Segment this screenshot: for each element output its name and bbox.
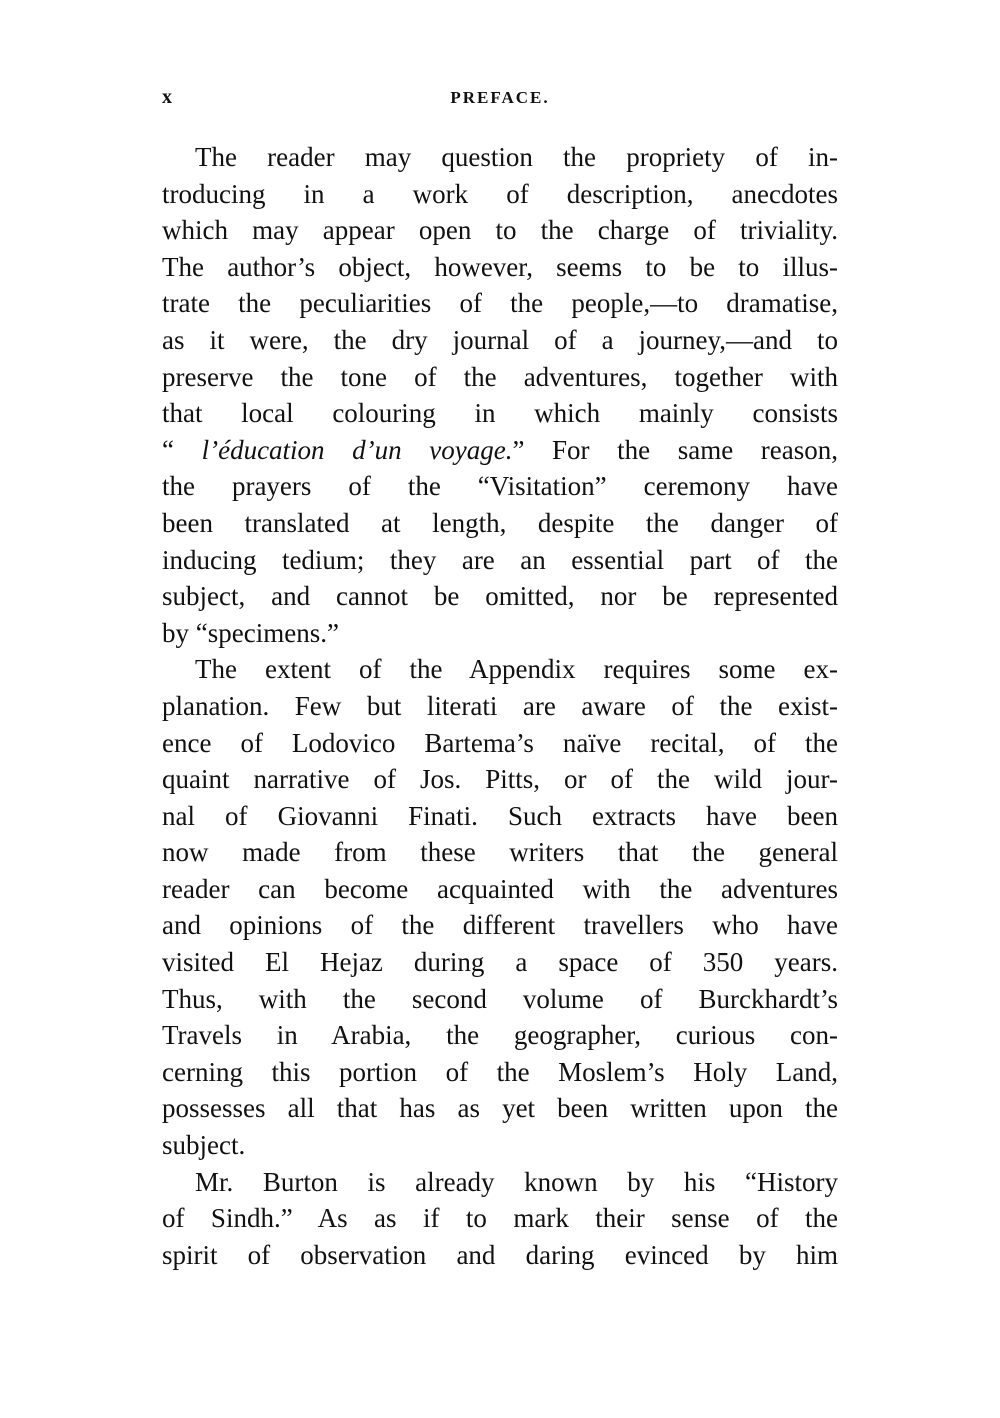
text-line: inducing tedium; they are an essential part of the — [162, 544, 838, 575]
text-line: by “specimens.” — [162, 617, 339, 648]
text-line: that local colouring in which mainly consists — [162, 398, 838, 429]
text-line-quoted — [162, 432, 838, 469]
text-line: trate the peculiarities of the people,—to dramatise, — [162, 288, 838, 319]
text-line: subject. — [162, 1130, 246, 1161]
text-line: possesses all that has as yet been written upon the — [162, 1093, 838, 1124]
text-line: nal of Giovanni Finati. Such extracts have been — [162, 800, 838, 831]
text-line: reader can become acquainted with the adventures — [162, 873, 838, 904]
text-line: planation. Few but literati are aware of the exist- — [162, 690, 838, 721]
text-line: Thus, with the second volume of Burckhardt’s — [162, 983, 838, 1014]
text-line: The extent of the Appendix requires some ex- — [195, 654, 838, 685]
text-line: The author’s object, however, seems to be to illus- — [162, 251, 838, 282]
page-number: x — [162, 86, 173, 108]
text-line: subject, and cannot be omitted, nor be represented — [162, 581, 838, 612]
preface-body — [162, 139, 838, 1273]
text-line: now made from these writers that the general — [162, 837, 838, 868]
italic-phrase: l’éducation d’un voyage. — [201, 434, 513, 465]
text-line: which may appear open to the charge of triviality. — [162, 215, 838, 246]
text-line: troducing in a work of description, anecdotes — [162, 178, 838, 209]
text-line: quaint narrative of Jos. Pitts, or of the wild jour- — [162, 764, 838, 795]
text-line: cerning this portion of the Moslem’s Holy Land, — [162, 1056, 838, 1087]
text-line: Travels in Arabia, the geographer, curious con- — [162, 1020, 838, 1051]
text-line: the prayers of the “Visitation” ceremony have — [162, 471, 838, 502]
text-line: been translated at length, despite the danger of — [162, 507, 838, 538]
line-rest: ” For the same reason, — [512, 434, 839, 465]
text-line: and opinions of the different travellers who have — [162, 910, 838, 941]
text-line: visited El Hejaz during a space of 350 years. — [162, 947, 838, 978]
text-line: as it were, the dry journal of a journey,—and to — [162, 324, 838, 355]
text-line: The reader may question the propriety of in- — [195, 142, 838, 172]
text-line: ence of Lodovico Bartema’s naïve recital, of the — [162, 727, 838, 758]
open-quote: “ — [162, 434, 202, 465]
text-line: Mr. Burton is already known by his “History — [195, 1166, 838, 1197]
page-header — [162, 86, 838, 116]
running-head: PREFACE. — [450, 88, 550, 107]
text-line: spirit of observation and daring evinced by him — [162, 1239, 838, 1270]
text-line: of Sindh.” As as if to mark their sense of the — [162, 1203, 838, 1234]
text-line: preserve the tone of the adventures, together with — [162, 361, 838, 392]
